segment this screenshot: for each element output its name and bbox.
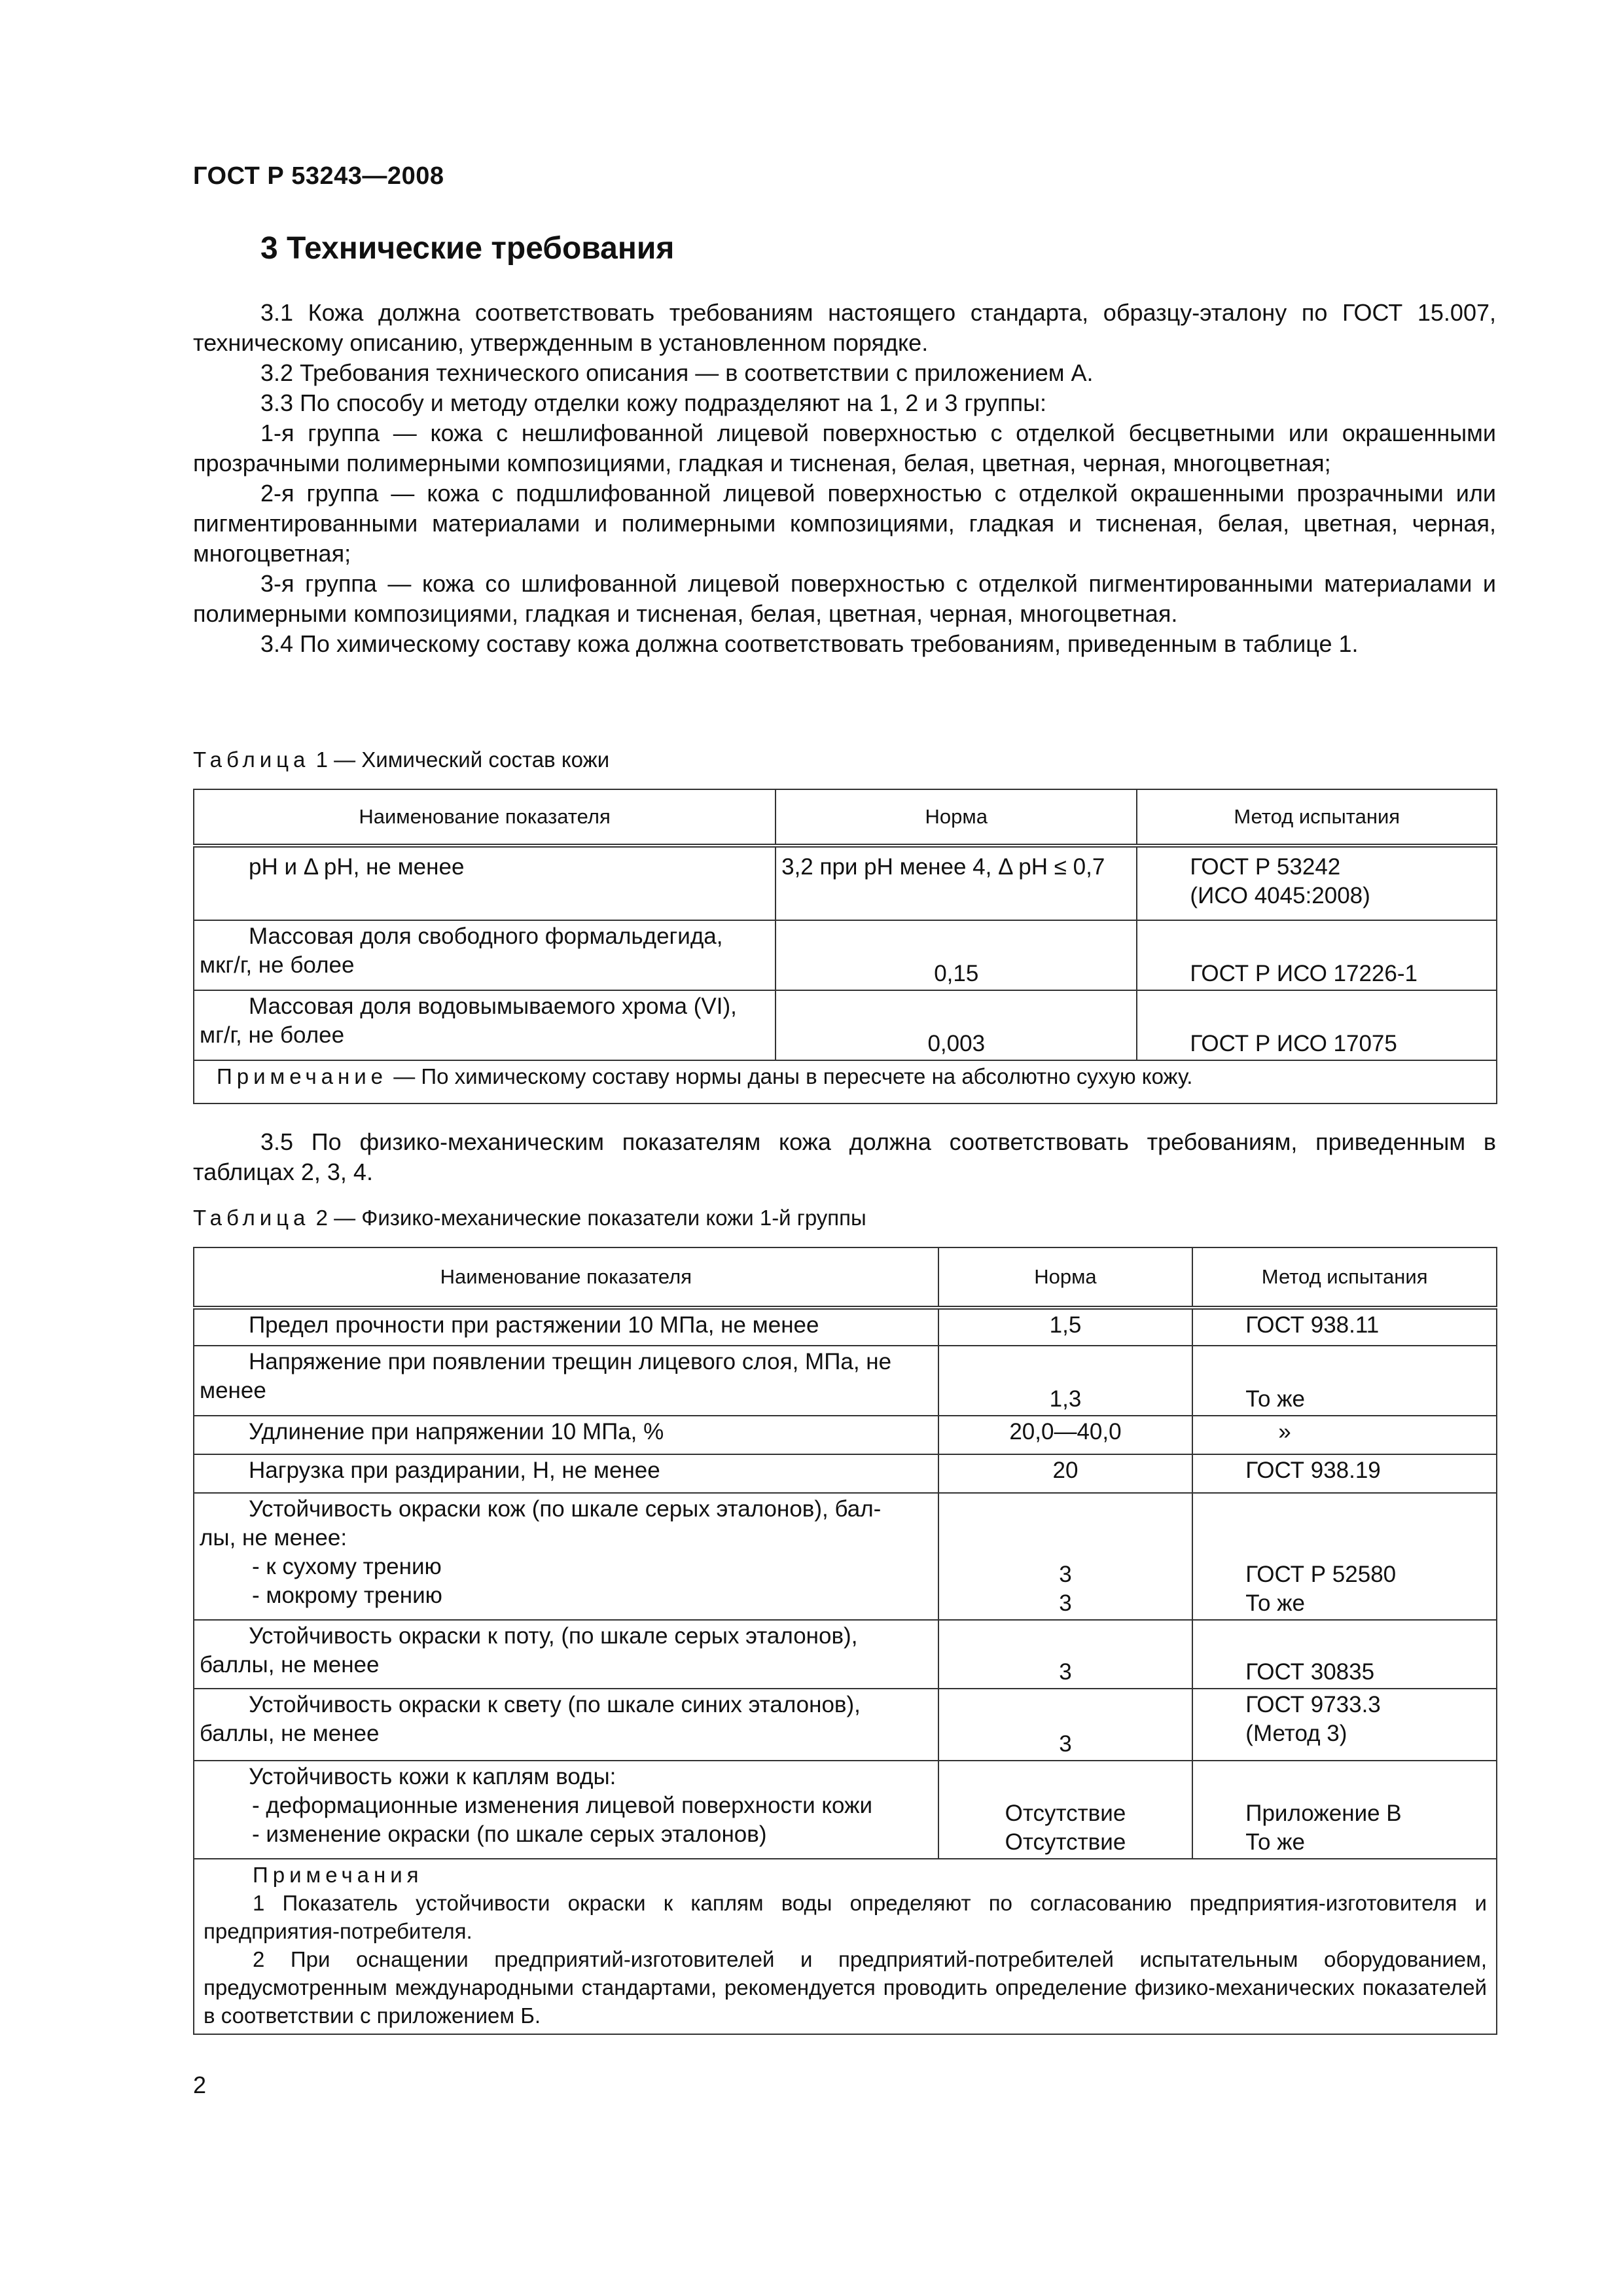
table-note-row (194, 1060, 1497, 1103)
table-cell-name: pH и Δ pH, не менее (249, 854, 465, 880)
table-cell-name: мкг/г, не более (200, 952, 355, 978)
table-cell-method: То же (1245, 1386, 1306, 1412)
column-header: Метод испытания (1137, 789, 1497, 846)
paragraph-3-5-block (193, 1127, 1496, 1187)
paragraph-group-3: 3-я группа — кожа со шлифованной лицевой поверхностью с отделкой пигментированными материалами и полимерными композициями, гладкая и тисненая, белая, цветная, черная, многоцветная. (193, 570, 1496, 627)
table-2 (193, 1247, 1497, 2035)
paragraph-group-1: 1-я группа — кожа с нешлифованной лицевой поверхностью с отделкой бесцветными или окрашенными прозрачными полимерными композициями, гладкая и тисненая, белая, цветная, черная, многоцветная; (193, 420, 1496, 476)
table-2-caption-text: 2 — Физико-механические показатели кожи 1-й группы (315, 1206, 866, 1230)
table-1 (193, 789, 1497, 1104)
table-1-caption-label: Таблица (193, 747, 310, 772)
table-cell-method: ГОСТ 30835 (1245, 1659, 1375, 1685)
section-title: 3 Технические требования (260, 231, 675, 266)
column-header: Норма (938, 1247, 1193, 1308)
paragraph-3-1: 3.1 Кожа должна соответствовать требованиям настоящего стандарта, образцу-эталону по ГОСТ 15.007, техническому описанию, утвержденным в установленном порядке. (193, 299, 1496, 356)
table-row (194, 846, 1497, 920)
table-cell-name: Устойчивость окраски к поту, (по шкале серых эталонов), (249, 1623, 858, 1649)
paragraph-3-5: 3.5 По физико-механическим показателям кожа должна соответствовать требованиям, приведенным в таблицах 2, 3, 4. (193, 1128, 1496, 1185)
table-cell-name: Массовая доля водовымываемого хрома (VI), (249, 994, 737, 1019)
table-cell-norm: 3,2 при pH менее 4, Δ pH ≤ 0,7 (781, 854, 1105, 880)
paragraph-group-2: 2-я группа — кожа с подшлифованной лицевой поверхностью с отделкой окрашенными прозрачными или пигментированными материалами и полимерными композициями, гладкая и тисненая, белая, цветная, черная, многоцветная; (193, 480, 1496, 567)
table-note-1: 1 Показатель устойчивости окраски к каплям воды определяют по согласованию предприятия-изготовителя и предприятия-потребителя. (204, 1891, 1487, 1943)
table-cell-norm: 1,5 (1049, 1312, 1082, 1338)
table-cell-name: баллы, не менее (200, 1721, 380, 1746)
table-note-text: — По химическому составу нормы даны в пересчете на абсолютно сухую кожу. (393, 1064, 1193, 1088)
column-header: Наименование показателя (194, 1247, 938, 1308)
table-cell-name: Устойчивость кожи к каплям воды: (249, 1764, 616, 1789)
table-cell-norm: 20 (1052, 1458, 1079, 1483)
table-cell-norm: 1,3 (1049, 1386, 1082, 1412)
table-cell-method: (ИСО 4045:2008) (1190, 883, 1370, 908)
table-notes-row (194, 1859, 1497, 2034)
table-row (194, 1416, 1497, 1454)
table-cell-name: Устойчивость окраски кож (по шкале серых эталонов), бал- (249, 1496, 882, 1522)
table-cell-norm: 0,15 (934, 961, 979, 986)
table-cell-name: Нагрузка при раздирании, Н, не менее (249, 1458, 660, 1483)
table-cell-name: мг/г, не более (200, 1022, 345, 1048)
table-1-caption-text: 1 — Химический состав кожи (315, 747, 610, 772)
column-header: Метод испытания (1192, 1247, 1497, 1308)
table-row (194, 920, 1497, 990)
section-body (193, 298, 1496, 659)
page-number: 2 (193, 2072, 207, 2098)
column-header: Норма (776, 789, 1137, 846)
table-cell-method: ГОСТ Р ИСО 17226-1 (1190, 961, 1418, 986)
table-cell-norm: 0,003 (927, 1031, 986, 1056)
list-item: - мокрому трению (252, 1583, 442, 1608)
list-item: - деформационные изменения лицевой поверхности кожи (252, 1793, 873, 1818)
table-row (194, 1689, 1497, 1761)
table-cell-method: Приложение В (1245, 1801, 1402, 1826)
paragraph-3-2: 3.2 Требования технического описания — в соответствии с приложением А. (260, 359, 1094, 386)
table-header-row (194, 1247, 1497, 1308)
table-cell-norm: 3 (1059, 1659, 1072, 1685)
table-cell-name: Напряжение при появлении трещин лицевого слоя, МПа, не (249, 1349, 892, 1374)
table-row (194, 1454, 1497, 1493)
table-cell-method: ГОСТ 9733.3 (1245, 1692, 1381, 1717)
table-cell-method: ГОСТ 938.19 (1245, 1458, 1381, 1483)
table-cell-method: » (1278, 1419, 1291, 1444)
table-row (194, 1346, 1497, 1416)
table-row (194, 1308, 1497, 1346)
table-cell-method: ГОСТ Р 53242 (1190, 854, 1341, 880)
table-cell-norm: 3 (1059, 1562, 1072, 1587)
table-row (194, 1620, 1497, 1689)
table-cell-norm: Отсутствие (1005, 1801, 1126, 1826)
table-2-caption-label: Таблица (193, 1206, 310, 1230)
table-cell-method: То же (1245, 1590, 1306, 1616)
table-1-caption (193, 747, 609, 772)
table-cell-norm: 20,0—40,0 (1009, 1419, 1122, 1444)
table-cell-method: (Метод 3) (1245, 1721, 1347, 1746)
table-cell-name: Предел прочности при растяжении 10 МПа, не менее (249, 1312, 819, 1338)
table-cell-norm: 3 (1059, 1731, 1072, 1757)
table-cell-norm: Отсутствие (1005, 1829, 1126, 1855)
table-cell-method: ГОСТ 938.11 (1245, 1312, 1380, 1338)
table-row (194, 1493, 1497, 1620)
table-cell-name: баллы, не менее (200, 1652, 380, 1677)
table-row (194, 990, 1497, 1060)
document-header: ГОСТ Р 53243—2008 (193, 162, 444, 190)
table-cell-method: То же (1245, 1829, 1306, 1855)
table-row (194, 1761, 1497, 1859)
table-cell-norm: 3 (1059, 1590, 1072, 1616)
table-cell-name: менее (200, 1378, 266, 1403)
table-cell-name: Устойчивость окраски к свету (по шкале синих эталонов), (249, 1692, 861, 1717)
table-cell-method: ГОСТ Р 52580 (1245, 1562, 1397, 1587)
paragraph-3-4: 3.4 По химическому составу кожа должна соответствовать требованиям, приведенным в таблице 1. (260, 630, 1359, 657)
column-header: Наименование показателя (194, 789, 776, 846)
table-cell-name: лы, не менее: (200, 1525, 348, 1551)
paragraph-3-3: 3.3 По способу и методу отделки кожу подразделяют на 1, 2 и 3 группы: (260, 389, 1047, 416)
table-header-row (194, 789, 1497, 846)
table-note-2: 2 При оснащении предприятий-изготовителей и предприятий-потребителей испытательным оборудованием, предусмотренным международными стандартами, рекомендуется проводить определение физико-механических показателей в соответствии с приложением Б. (204, 1947, 1487, 2028)
table-cell-method: ГОСТ Р ИСО 17075 (1190, 1031, 1397, 1056)
table-cell-name: Удлинение при напряжении 10 МПа, % (249, 1419, 664, 1444)
list-item: - изменение окраски (по шкале серых эталонов) (252, 1821, 767, 1847)
list-item: - к сухому трению (252, 1554, 442, 1579)
table-2-caption (193, 1206, 866, 1230)
table-cell-name: Массовая доля свободного формальдегида, (249, 924, 723, 949)
table-note-label: Примечание (217, 1064, 388, 1088)
table-notes-label: Примечания (253, 1863, 423, 1887)
